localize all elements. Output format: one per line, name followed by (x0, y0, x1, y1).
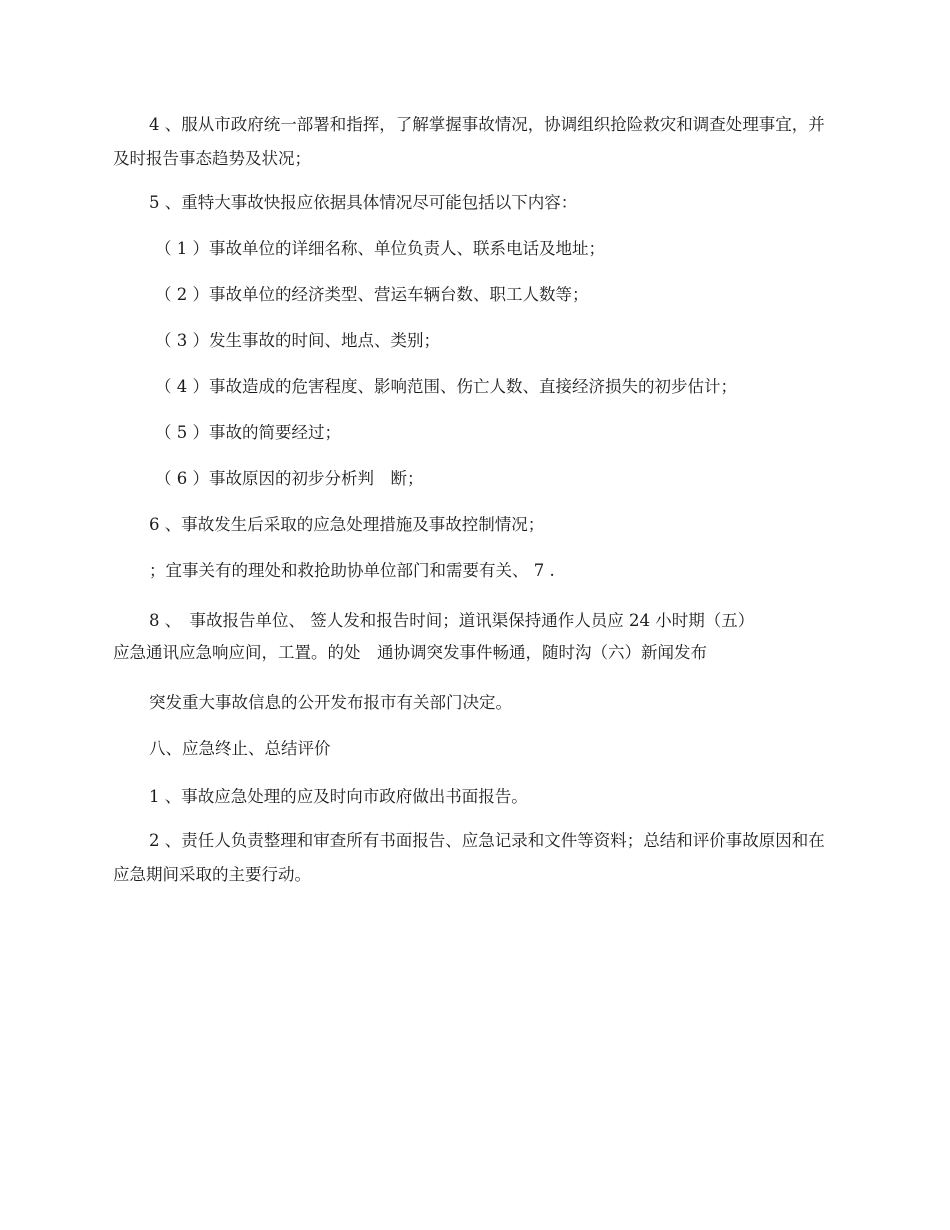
paragraph-item-8-line2: 应急通讯应急响应间，工置。的处 通协调突发事件畅通，随时沟（六）新闻发布 (113, 643, 707, 662)
paragraph-item-7: ；宜事关有的理处和救抢助协单位部门和需要有关、 7 . (149, 561, 555, 580)
paragraph-subitem-2: （ 2 ）事故单位的经济类型、营运车辆台数、职工人数等； (155, 285, 589, 304)
paragraph-summary-2: 2 、责任人负责整理和审查所有书面报告、应急记录和文件等资料；总结和评价事故原因和在应急期间采取的主要行动。 (113, 831, 825, 884)
section-heading-8: 八、应急终止、总结评价 (149, 739, 331, 758)
paragraph-subitem-5: （ 5 ）事故的简要经过； (155, 423, 341, 442)
paragraph-item-5: 5 、重特大事故快报应依据具体情况尽可能包括以下内容： (149, 193, 578, 212)
paragraph-item-4: 4 、服从市政府统一部署和指挥，了解掌握事故情况，协调组织抢险救灾和调查处理事宜，并及时报告事态趋势及状况； (113, 115, 825, 168)
paragraph-news-release: 突发重大事故信息的公开发布报市有关部门决定。 (149, 693, 512, 712)
paragraph-subitem-1: （ 1 ）事故单位的详细名称、单位负责人、联系电话及地址； (155, 239, 605, 258)
paragraph-subitem-3: （ 3 ）发生事故的时间、地点、类别； (155, 331, 440, 350)
paragraph-subitem-6: （ 6 ）事故原因的初步分析判 断； (155, 469, 424, 488)
paragraph-item-8-line1: 8 、 事故报告单位、 签人发和报告时间；道讯渠保持通作人员应 24 小时期（五） (149, 611, 755, 630)
paragraph-summary-1: 1 、事故应急处理的应及时向市政府做出书面报告。 (149, 787, 528, 806)
paragraph-item-6: 6 、事故发生后采取的应急处理措施及事故控制情况； (149, 515, 545, 534)
paragraph-subitem-4: （ 4 ）事故造成的危害程度、影响范围、伤亡人数、直接经济损失的初步估计； (155, 377, 737, 396)
